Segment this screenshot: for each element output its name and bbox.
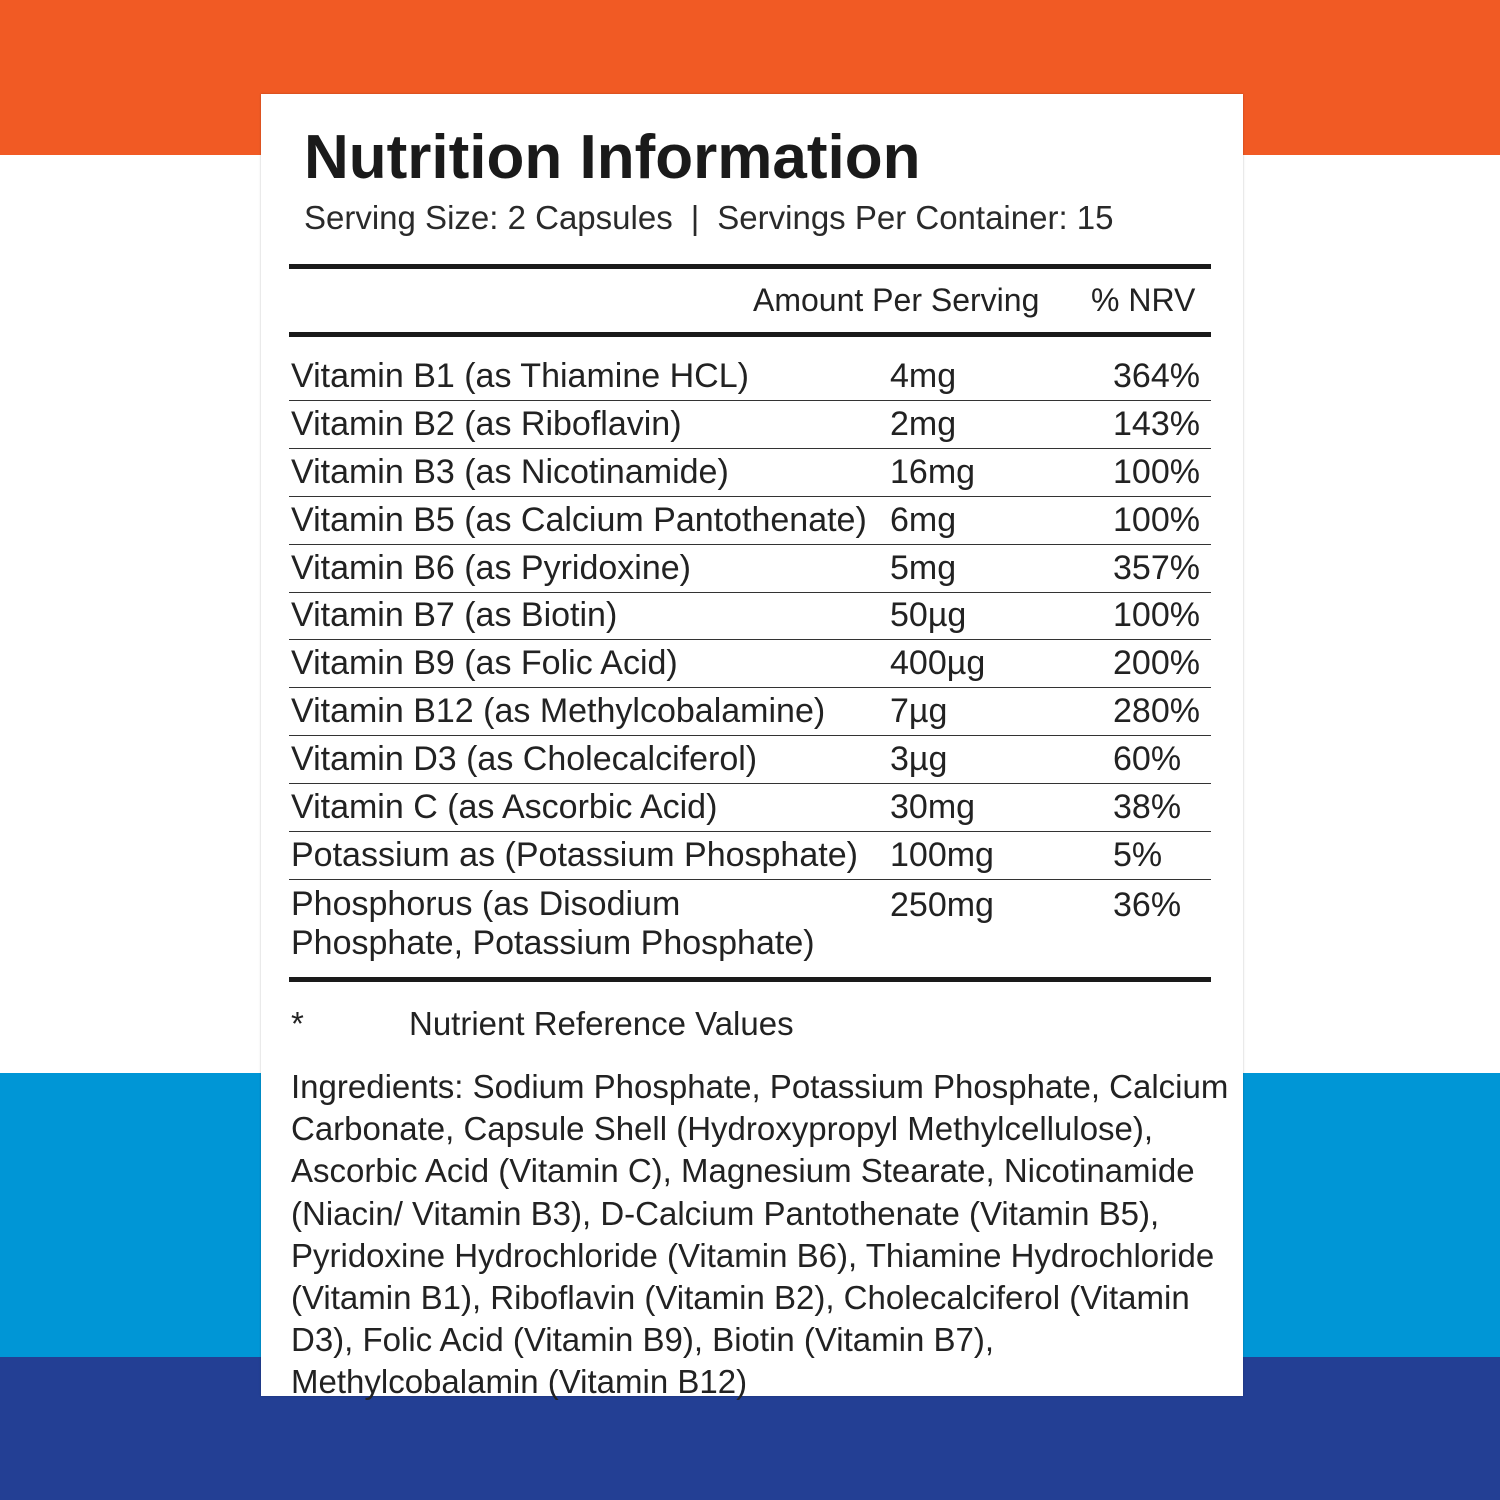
table-row	[289, 593, 1211, 640]
header-nrv: % NRV	[1091, 282, 1196, 318]
nutrient-amount: 100mg	[890, 835, 994, 874]
nutrient-amount: 30mg	[890, 788, 976, 827]
nutrient-nrv: 364%	[1113, 357, 1200, 395]
nutrient-nrv: 36%	[1113, 885, 1182, 924]
nutrient-amount: 4mg	[890, 357, 957, 395]
ingredients-text: Ingredients: Sodium Phosphate, Potassium Phosphate, Calcium Carbonate, Capsule Shell (Hydroxypropyl Methylcellulose), Ascorbic Acid (Vitamin C), Magnesium Stearate, Nicotinamide (Niacin/ Vitamin B3), D-Calcium Pantothenate (Vitamin B5), Pyridoxine Hydrochloride (Vitamin B6), Thiamine Hydrochloride (Vitamin B1), Riboflavin (Vitamin B2), Cholecalciferol (Vitamin D3), Folic Acid (Vitamin B9), Biotin (Vitamin B7), Methylcobalamin (Vitamin B12)	[291, 1068, 1229, 1401]
nutrient-nrv: 5%	[1113, 835, 1163, 874]
nutrient-name: Vitamin B6 (as Pyridoxine)	[291, 548, 691, 587]
footnote-text: Nutrient Reference Values	[409, 1005, 794, 1042]
nutrient-name: Vitamin B9 (as Folic Acid)	[291, 644, 678, 683]
nutrient-name: Vitamin B12 (as Methylcobalamine)	[291, 692, 826, 731]
nutrient-name: Vitamin C (as Ascorbic Acid)	[291, 788, 718, 827]
nutrient-name: Vitamin B1 (as Thiamine HCL)	[291, 357, 749, 395]
nutrient-name: Vitamin B5 (as Calcium Pantothenate)	[291, 500, 867, 539]
table-row	[289, 689, 1211, 736]
nutrient-nrv: 143%	[1113, 404, 1200, 443]
nutrient-nrv: 200%	[1113, 644, 1200, 683]
serving-separator: |	[690, 199, 700, 236]
nutrient-nrv: 280%	[1113, 692, 1200, 731]
footnote-symbol: *	[291, 1005, 304, 1042]
nutrient-amount: 50µg	[890, 596, 967, 635]
nutrient-nrv: 60%	[1113, 740, 1182, 779]
header-amount-per-serving: Amount Per Serving	[753, 282, 1040, 318]
table-header-rule	[289, 332, 1211, 337]
table-row	[289, 450, 1211, 497]
nutrient-amount: 6mg	[890, 500, 957, 539]
panel-title: Nutrition Information	[304, 123, 921, 192]
nutrient-name: Vitamin B2 (as Riboflavin)	[291, 404, 682, 443]
nutrient-name: Vitamin D3 (as Cholecalciferol)	[291, 740, 758, 779]
table-row	[289, 354, 1211, 401]
table-row	[289, 785, 1211, 832]
table-row	[289, 881, 1211, 977]
serving-size: Serving Size: 2 Capsules	[304, 199, 673, 236]
nutrient-amount: 2mg	[890, 404, 957, 443]
nutrition-panel	[261, 94, 1243, 1401]
nutrient-name: Vitamin B3 (as Nicotinamide)	[291, 452, 729, 491]
nutrient-nrv: 100%	[1113, 500, 1200, 539]
nutrient-nrv: 38%	[1113, 788, 1182, 827]
nutrient-name: Vitamin B7 (as Biotin)	[291, 596, 618, 635]
nutrient-nrv: 100%	[1113, 452, 1200, 491]
servings-per-container: Servings Per Container: 15	[717, 199, 1114, 236]
nutrient-amount: 5mg	[890, 548, 957, 587]
nutrient-amount: 3µg	[890, 740, 948, 779]
table-row	[289, 546, 1211, 593]
nutrient-amount: 16mg	[890, 452, 976, 491]
nutrient-name: Potassium as (Potassium Phosphate)	[291, 835, 858, 874]
table-bottom-rule	[289, 977, 1211, 982]
nutrient-nrv: 100%	[1113, 596, 1200, 635]
nutrient-name: Phosphorus (as Disodium Phosphate, Potassium Phosphate)	[291, 884, 815, 962]
nutrient-amount: 7µg	[890, 692, 948, 731]
table-row	[289, 737, 1211, 784]
serving-info	[304, 198, 1114, 238]
table-row	[289, 498, 1211, 545]
nutrient-nrv: 357%	[1113, 548, 1200, 587]
nutrient-amount: 250mg	[890, 885, 994, 924]
table-row	[289, 402, 1211, 449]
nutrient-table	[289, 354, 1211, 978]
table-row	[289, 833, 1211, 880]
table-top-rule	[289, 264, 1211, 269]
table-row	[289, 641, 1211, 688]
nutrient-amount: 400µg	[890, 644, 986, 683]
